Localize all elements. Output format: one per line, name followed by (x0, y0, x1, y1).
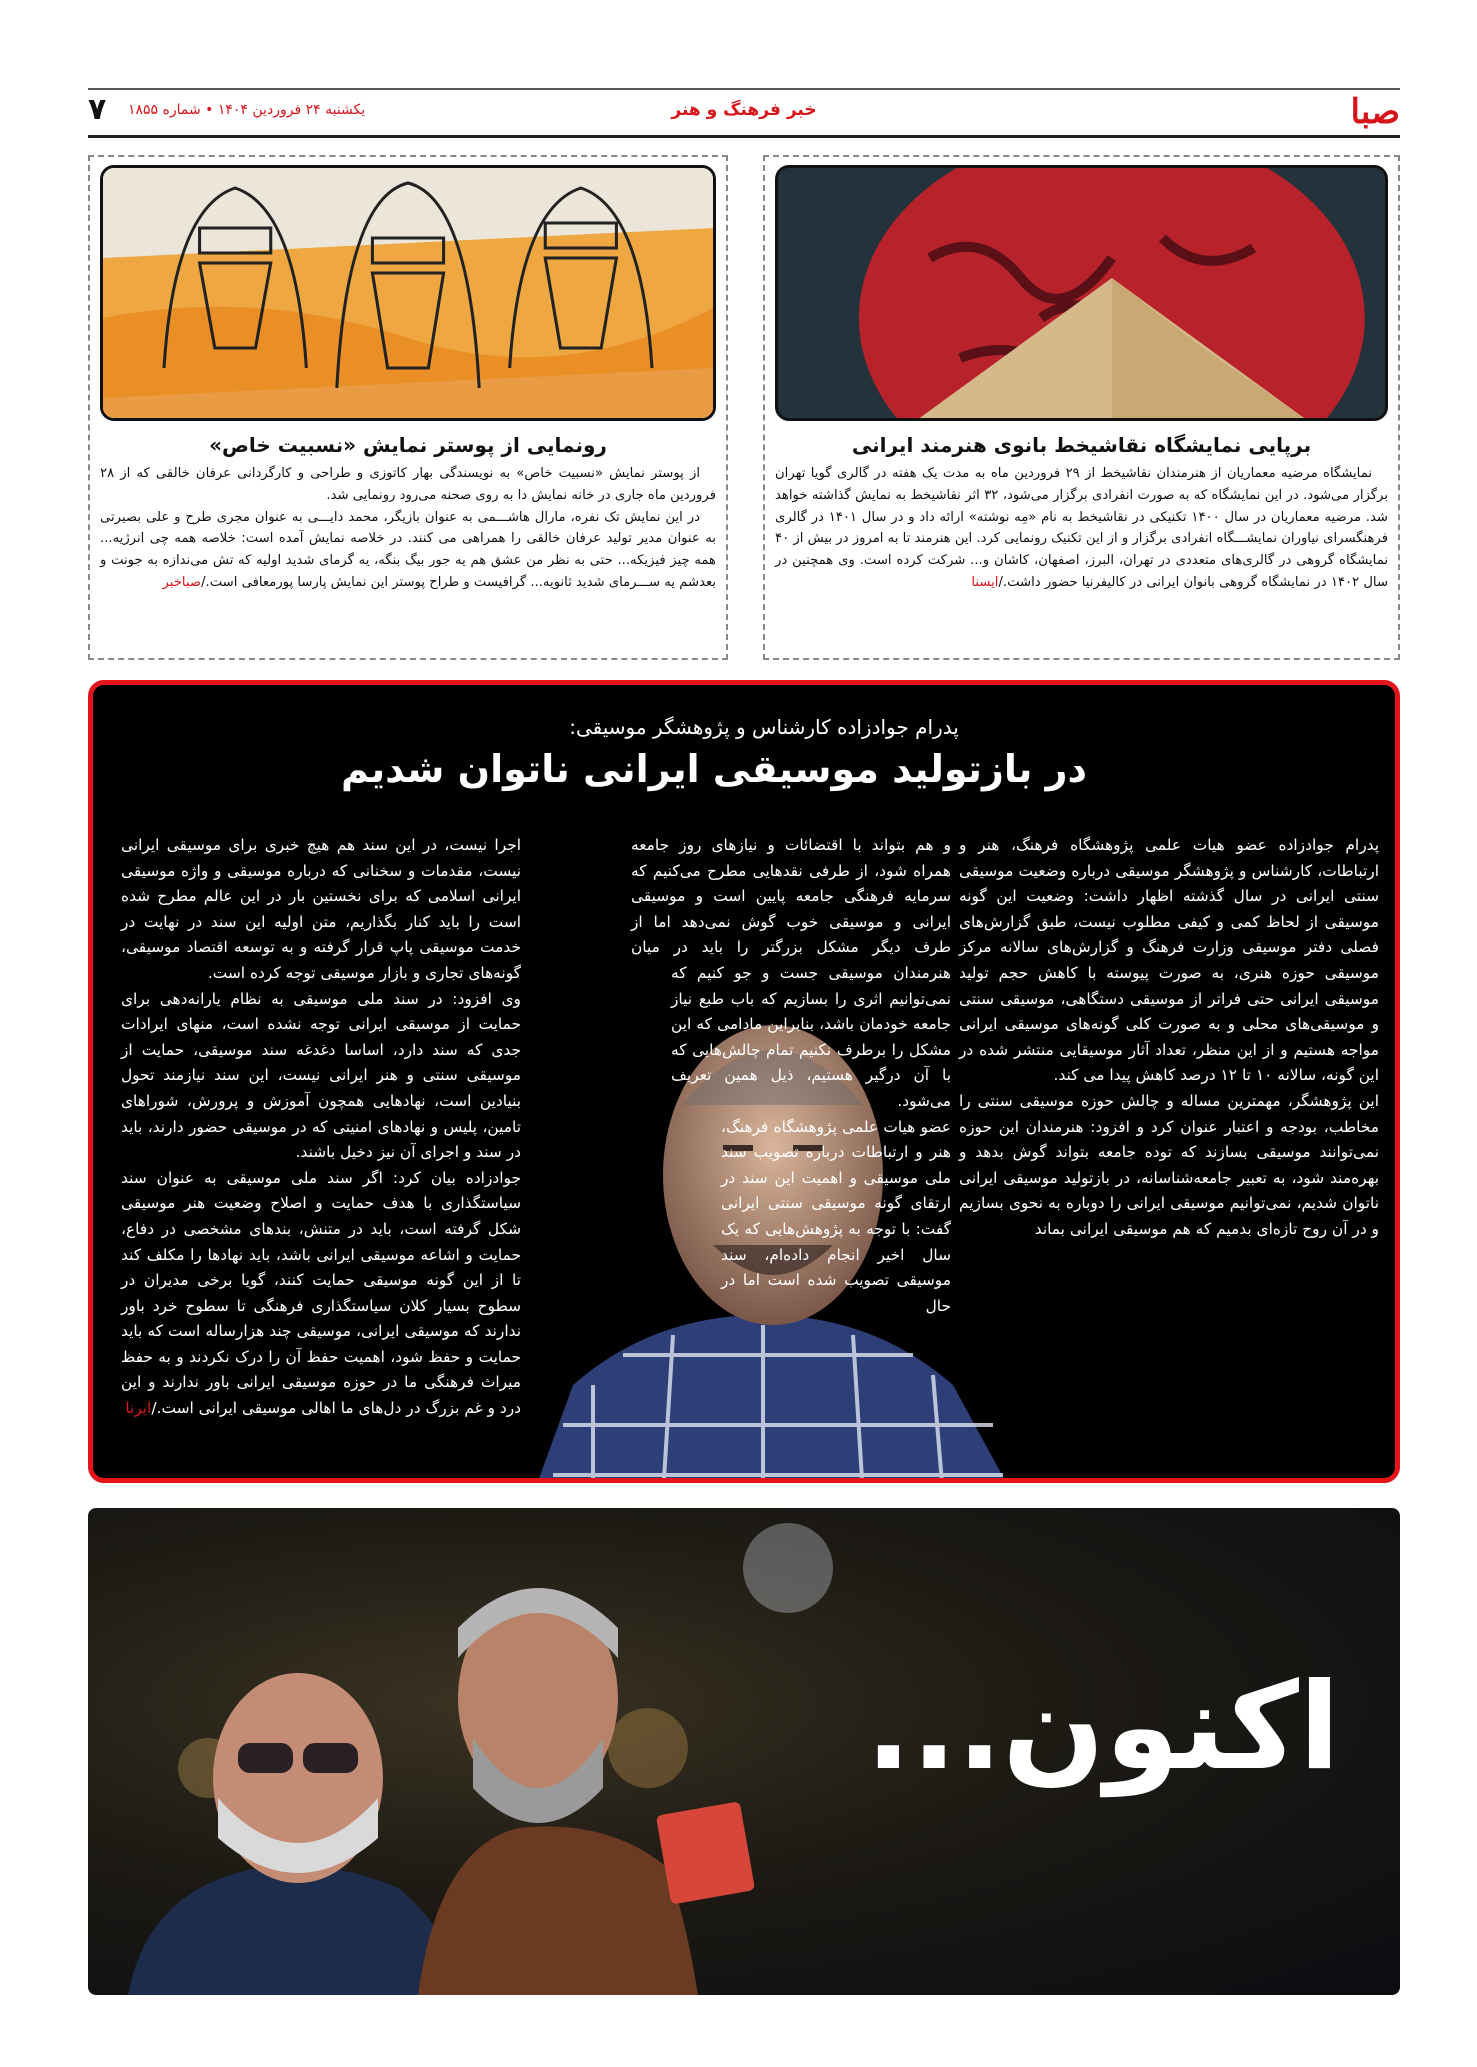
article-poster-unveiling (88, 155, 728, 660)
feature-column-2 (521, 833, 951, 1483)
article-body: نمایشگاه مرضیه معماریان از هنرمندان نقاشیخط از ۲۹ فروردین ماه به مدت یک هفته در گالری گویا تهران برگزار می‌شود. در این نمایشگاه که به صورت انفرادی برگزار می‌شود، ۳۲ اثر نقاشیخط به نمایش گذاشته خواهد شد. مرضیه معماریان در سال ۱۴۰۰ تکنیکی در نقاشیخط به نام «مِه نوشته» ارائه داد و در سال ۱۴۰۱ در گالری فرهنگسرای نیاوران نمایشـــگاه انفرادی برگزار و از این تکنیک رونمایی کرد. این هنرمند تا به امروز در بیش از ۴۰ نمایشگاه گروهی در گالری‌های متعددی در تهران، البرز، اصفهان، کاشان و... شرکت کرده است. وی همچنین در سال ۱۴۰۲ در نمایشگاه گروهی بانوان ایرانی در کالیفرنیا حضور داشت./ایسنا (775, 466, 1388, 590)
feature-paragraph: عضو هیات علمی پژوهشگاه فرهنگ، هنر و ارتباطات درباره تصویب سند ملی موسیقی و اهمیت این سند در ارتقای گونه موسیقی سنتی ایرانی گفت: با توجه به پژوهش‌هایی که یک سال اخیر انجام داده‌ام، سند موسیقی تصویب شده است اما در حال (721, 1117, 951, 1315)
issue-date: یکشنبه ۲۴ فروردین ۱۴۰۴ • شماره ۱۸۵۵ (128, 102, 366, 118)
article-title: برپایی نمایشگاه نقاشیخط بانوی هنرمند ایرانی (851, 433, 1312, 457)
feature-kicker: پدرام جوادزاده کارشناس و پژوهشگر موسیقی: (569, 715, 959, 739)
feature-column-1 (959, 833, 1379, 1243)
feature-column-3 (121, 833, 521, 1422)
feature-paragraph: جوادزاده بیان کرد: اگر سند ملی موسیقی به عنوان سند سیاستگذاری با هدف حمایت و اصلاح وضعیت هنر موسیقی شکل گرفته است، باید در متنش، بندهای مشخصی در دفاع، حمایت و اشاعه موسیقی ایرانی باشد، باید نهادها را مکلف کند تا از این گونه موسیقی حمایت کنند، گویا برخی مدیران در سطوح بسیار کلان سیاستگذاری فرهنگی تا سطوح خرد باور ندارند که موسیقی ایرانی، موسیقی چند هزارساله است که باید حمایت و حفظ شود، اهمیت حفظ آن را درک نکردند و به حفظ میراث فرهنگی ما در حوزه موسیقی ایرانی باور ندارند و این درد و غم بزرگ در دل‌های ما اهالی موسیقی ایرانی است./ایرنا (121, 1168, 521, 1418)
film-banner (88, 1508, 1400, 1995)
header-top-rule (88, 88, 1400, 90)
article-body-p2: در این نمایش تک نفره، مارال هاشـــمی به عنوان بازیگر، محمد دایـــی به عنوان مجری طرح و علی بصیرتی به عنوان مدیر تولید عرفان خالقی را همراهی می کنند. در خلاصه نمایش آمده است: خلاصه همه چی انرژیه... همه چیز فیزیکه... حتی به نظر من عشق هم یه جور بیگ بنگه، یه گرمای شدید اولیه که تش می‌ندازه به جونت و بعدشم یه ســـرمای شدید ثانویه... گرافیست و طراح پوستر این نمایش پارسا پورمعافی است./صباخبر (100, 509, 716, 590)
feature-paragraph: پدرام جوادزاده عضو هیات علمی پژوهشگاه فرهنگ، هنر و ارتباطات، کارشناس و پژوهشگر موسیقی درباره وضعیت موسیقی سنتی ایرانی در سال گذشته اظهار داشت: وضعیت این گونه موسیقی از لحاظ کمی و کیفی مطلوب نیست، طبق گزارش‌های فصلی دفتر موسیقی وزارت فرهنگ و گزارش‌های سالانه مرکز موسیقی حوزه هنری، به صورت پیوسته با کاهش حجم تولید موسیقی ایرانی حتی فراتر از موسیقی دستگاهی، موسیقی سنتی و موسیقی‌های محلی و به صورت کلی گونه‌های موسیقی ایرانی مواجه هستیم و از این منظر، تعداد آثار موسیقایی منتشر شده در این گونه، سالانه ۱۰ تا ۱۲ درصد کاهش پیدا می کند. (959, 836, 1379, 1085)
source-link[interactable]: ایسنا (971, 574, 999, 590)
calligraphy-painting-image (775, 165, 1388, 421)
article-calligraphy-exhibition (763, 155, 1400, 660)
article-body-p1: از پوستر نمایش «نسبیت خاص» به نویسندگی بهار کاتوزی و طراحی و کارگردانی عرفان خالقی که از ۲۸ فروردین ماه جاری در خانه نمایش دا به روی صحنه می‌رود رونمایی شد. (100, 466, 716, 503)
play-poster-image (100, 165, 716, 421)
article-title: رونمایی از پوستر نمایش «نسبیت خاص» (209, 433, 607, 457)
feature-headline: در بازتولید موسیقی ایرانی ناتوان شدیم (341, 747, 1087, 791)
newspaper-logo[interactable]: صبا (1350, 92, 1400, 132)
feature-paragraph: و هم بتواند با اقتضائات و نیازهای روز جامعه همراه شود، از طرفی نقدهایی مطرح می‌کنیم که سرمایه فرهنگی جامعه پایین است و موسیقی ایرانی و موسیقی خوب گوش نمی‌دهد اما از طرف دیگر مشکل بزرگتر را باید در میان هنرمندان موسیقی جست و جو کنیم که نمی‌توانیم اثری را بسازیم که باب طبع نیاز جامعه خودمان باشد، بنابراین مادامی که این مشکل را برطرف نکنیم تمام چالش‌هایی که با آن درگیر هستیم، ذیل همین تعریف می‌شود. (631, 836, 951, 1110)
feature-paragraph: وی افزود: در سند ملی موسیقی به نظام یارانه‌دهی برای حمایت از موسیقی ایرانی توجه نشده است، منهای ایرادات جدی که سند دارد، اساسا دغدغه سند موسیقی، حمایت از موسیقی سنتی و هنر ایرانی نیست، این سند نیازمند تحول بنیادین است، نهادهایی همچون آموزش و پرورش، شوراهای تامین، پلیس و نهادهای امنیتی که در موسیقی حضور دارند، باید در سند و اجرای آن نیز دخیل باشند. (121, 989, 521, 1162)
section-title: خبر فرهنگ و هنر (671, 100, 817, 120)
page-number: ۷ (88, 92, 107, 127)
feature-paragraph: اجرا نیست، در این سند هم هیچ خبری برای موسیقی ایرانی نیست، مقدمات و سخنانی که درباره موسیقی و واژه موسیقی ایرانی اسلامی که برای نخستین بار در این عالم مطرح شده است را باید کنار بگذاریم، متن اولیه این سند در نهایت در خدمت موسیقی پاپ قرار گرفته و به توسعه اقتصاد موسیقی، گونه‌های تجاری و بازار موسیقی توجه کرده است. (121, 836, 521, 982)
header-bottom-rule (88, 135, 1400, 138)
banner-title: اکنون... (865, 1658, 1340, 1797)
page-header (88, 92, 1400, 134)
feature-interview (88, 680, 1400, 1483)
feature-paragraph: این پژوهشگر، مهمترین مساله و چالش حوزه موسیقی سنتی را مخاطب، بودجه و اعتبار عنوان کرد و افزود: هنرمندان این حوزه نمی‌توانند موسیقی بسازند که توده جامعه بتواند گوش بدهد و بهره‌مند شود، به تعبیر جامعه‌شناسانه، در بازتولید موسیقی ایرانی ناتوان شدیم، نمی‌توانیم موسیقی ایرانی را دوباره به نحوی بسازیم و در آن روح تازه‌ای بدمیم که هم موسیقی ایرانی بماند (959, 1091, 1379, 1238)
source-link[interactable]: صباخبر (162, 574, 202, 590)
source-link[interactable]: ایرنا (125, 1399, 152, 1418)
